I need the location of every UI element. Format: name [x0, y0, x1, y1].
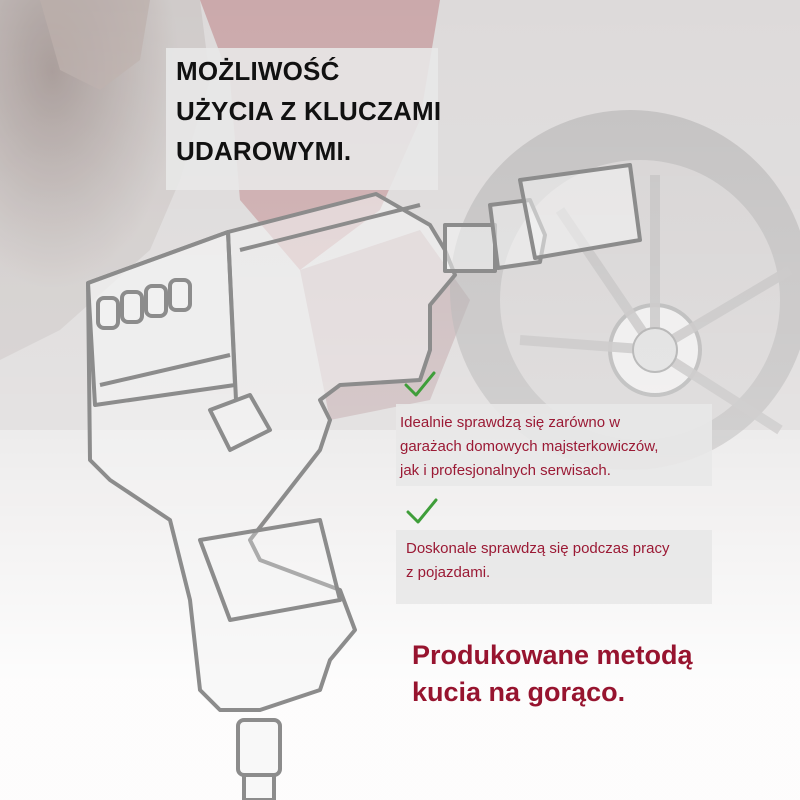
title-line-2: UŻYCIA Z KLUCZAMI	[176, 96, 442, 126]
feature-panel-1	[396, 404, 712, 486]
title-panel	[166, 48, 442, 190]
tagline-line-2: kucia na gorąco.	[412, 677, 626, 707]
feature-1-line-3: jak i profesjonalnych serwisach.	[400, 462, 611, 479]
checkmark-icon	[403, 370, 437, 400]
title-line-1: MOŻLIWOŚĆ	[176, 56, 340, 86]
feature-1-line-2: garażach domowych majsterkowiczów,	[400, 438, 659, 455]
feature-1-line-1: Idealnie sprawdzą się zarówno w	[400, 414, 621, 431]
tagline-line-1: Produkowane metodą	[412, 640, 693, 670]
feature-panel-2	[396, 530, 712, 604]
checkmark-icon	[405, 497, 439, 527]
feature-2-line-2: z pojazdami.	[406, 564, 491, 581]
title-line-3: UDAROWYMI.	[176, 136, 352, 166]
feature-2-line-1: Doskonale sprawdzą się podczas pracy	[406, 540, 670, 557]
